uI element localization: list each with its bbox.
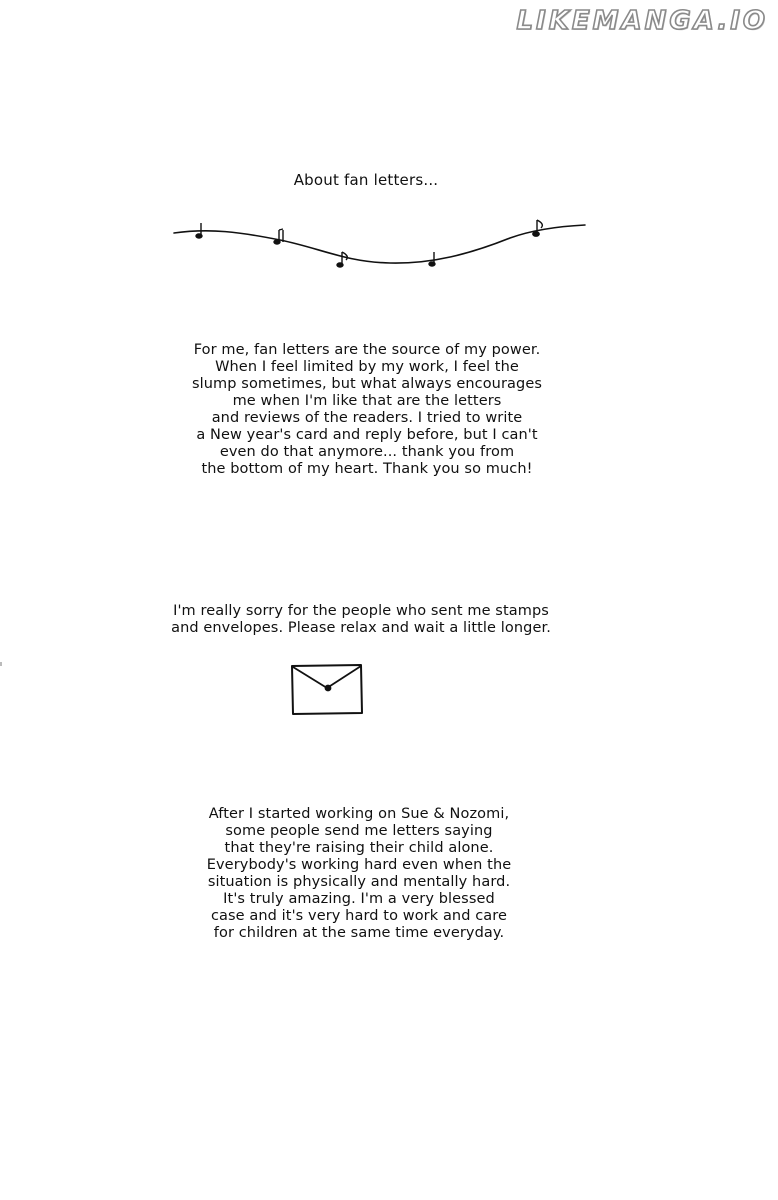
text-line: some people send me letters saying [225, 823, 493, 839]
paragraph-single-parents [0, 806, 718, 942]
text-line: For me, fan letters are the source of my power. [193, 342, 541, 358]
text-line: situation is physically and mentally hard. [207, 874, 511, 890]
text-line: case and it's very hard to work and care [210, 908, 508, 924]
music-note-vine-doodle-icon [170, 212, 590, 276]
text-line: even do that anymore... thank you from [219, 444, 515, 460]
text-line: and reviews of the readers. I tried to write [211, 410, 523, 426]
text-line: that they're raising their child alone. [224, 840, 494, 856]
envelope-icon [289, 662, 365, 718]
text-line: a New year's card and reply before, but I can't [196, 427, 538, 443]
text-line: for children at the same time everyday. [213, 925, 505, 941]
site-watermark: LIKEMANGA.IO [516, 6, 768, 36]
text-line: the bottom of my heart. Thank you so much! [201, 461, 533, 477]
text-line: me when I'm like that are the letters [232, 393, 502, 409]
text-line: slump sometimes, but what always encourages [191, 376, 542, 392]
text-line: and envelopes. Please relax and wait a little longer. [171, 620, 551, 636]
text-line: It's truly amazing. I'm a very blessed [223, 891, 495, 907]
page-title: About fan letters... [293, 171, 439, 189]
text-line: After I started working on Sue & Nozomi, [208, 806, 510, 822]
text-line: I'm really sorry for the people who sent me stamps [173, 603, 549, 619]
text-line: When I feel limited by my work, I feel the [215, 359, 519, 375]
paragraph-apology [0, 603, 722, 637]
scan-edge-mark [0, 662, 2, 666]
paragraph-fan-letters [0, 342, 734, 478]
text-line: Everybody's working hard even when the [206, 857, 512, 873]
